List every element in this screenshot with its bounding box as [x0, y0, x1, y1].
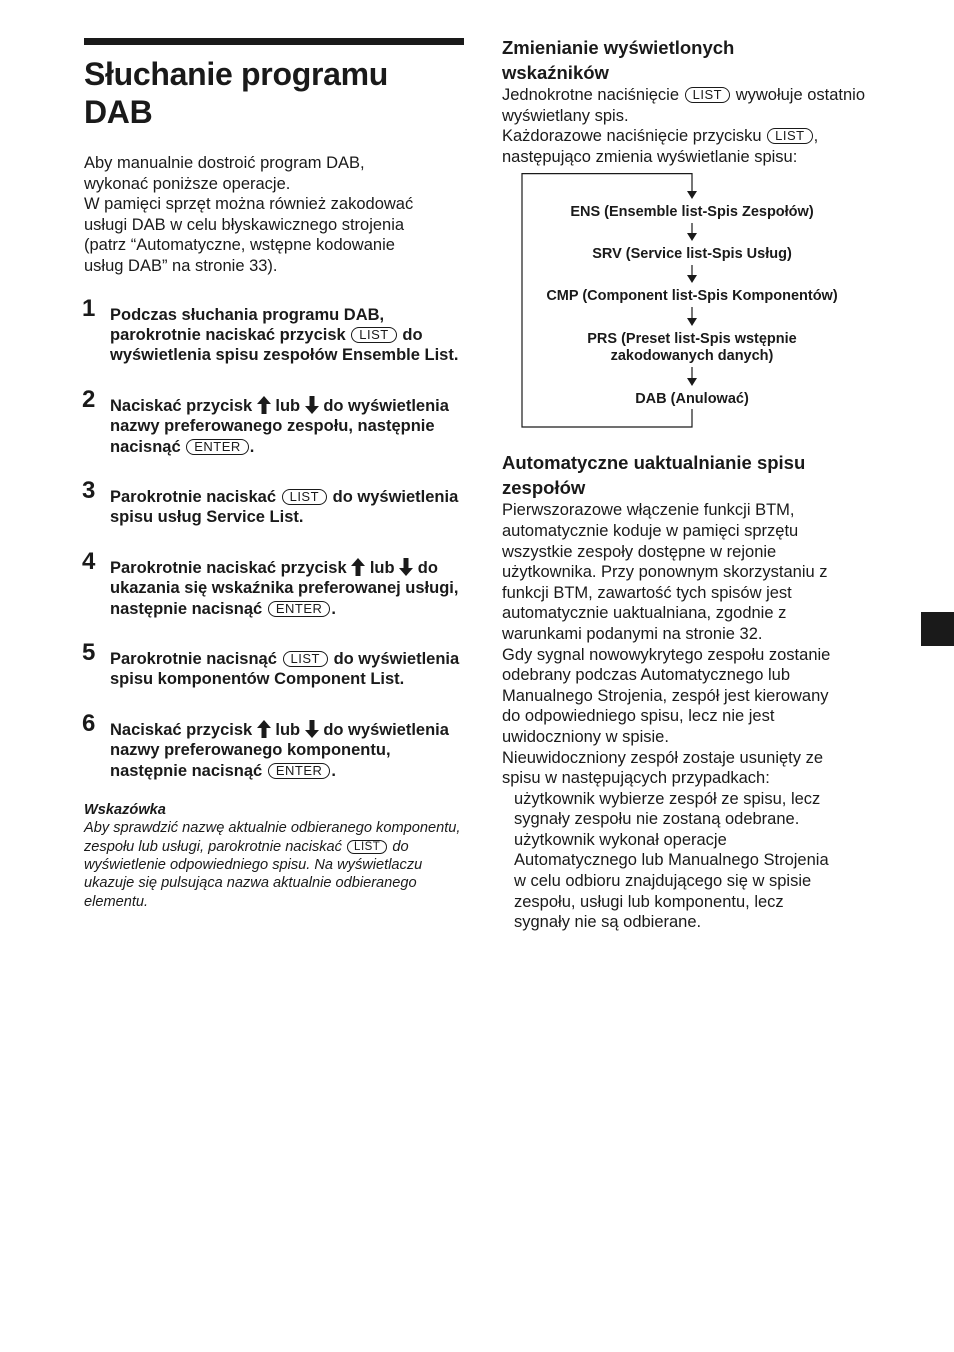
btm-paragraph [502, 500, 872, 788]
conditions-list [502, 789, 872, 933]
step-number: 6 [82, 709, 96, 737]
text-line: automatycznie koduje w pamięci sprzętu [502, 521, 799, 540]
step-text: Parokrotnie nacisnąć [110, 650, 277, 669]
text-line: odebrany podczas Automatycznego lub [502, 666, 791, 685]
step-text: lub [369, 558, 395, 577]
text-line: funkcji BTM, zawartość tych spisów jest [502, 583, 792, 602]
step-text: Naciskać przycisk [110, 396, 253, 415]
text-line: Nieuwidoczniony zespół zostaje usunięty ze [502, 748, 824, 767]
step-number: 3 [82, 477, 96, 504]
heading-line: Automatyczne uaktualnianie spisu [502, 452, 806, 474]
step-6 [82, 709, 464, 781]
enter-key: ENTER [268, 601, 331, 617]
diagram-item-cmp: CMP (Component list-Spis Komponentów) [546, 288, 838, 305]
step-5 [82, 639, 464, 690]
list-key: LIST [767, 128, 812, 144]
tip-heading: Wskazówka [84, 802, 166, 819]
arrowhead [687, 318, 697, 326]
list-key: LIST [685, 87, 730, 103]
list-key: LIST [282, 489, 327, 505]
title-rule [84, 38, 464, 45]
list-key: LIST [283, 651, 328, 667]
text-line: użytkownika. Przy ponownym skorzystaniu z [502, 563, 828, 582]
intro-line: W pamięci sprzęt można również zakodować [84, 195, 414, 214]
list-item: sygnały zespołu nie zostaną odebrane. [514, 810, 800, 829]
heading-line: zespołów [502, 476, 586, 498]
arrow-up-icon [257, 720, 271, 738]
para-text: , następująco zmienia wyświetlanie spisu: [502, 127, 819, 166]
text-line: automatycznie uaktualniana, zgodnie z [502, 604, 787, 623]
text-line: warunkami podanymi na stronie 32. [502, 624, 763, 643]
enter-key: ENTER [268, 763, 331, 779]
arrowhead [687, 233, 697, 241]
list-item: użytkownik wykonał operacje [514, 830, 727, 849]
step-text: . [249, 437, 255, 456]
text-line: Gdy sygnal nowowykrytego zespołu zostanie [502, 645, 831, 664]
step-text: Podczas słuchania programu DAB, parokrotnie naciskać przycisk [110, 305, 385, 344]
arrowhead [687, 191, 697, 199]
list-cycle-diagram [502, 173, 872, 433]
step-text: do wyświetlenia nazwy preferowanego komponentu, następnie nacisnąć [110, 720, 449, 780]
section-tab-marker [921, 612, 954, 646]
text-line: do odpowiedniego spisu, lecz nie jest [502, 707, 775, 726]
intro-line: wykonać poniższe operacje. [84, 174, 291, 193]
arrowhead [687, 378, 697, 386]
left-column [84, 38, 464, 911]
para-text: Jednokrotne naciśnięcie [502, 86, 680, 104]
list-key: LIST [351, 327, 396, 343]
intro-line: Aby manualnie dostroić program DAB, [84, 154, 365, 172]
paragraph [502, 126, 872, 167]
diagram-item-srv: SRV (Service list-Spis Usług) [592, 246, 792, 263]
para-text: wywołuje ostatnio wyświetlany spis. [502, 86, 866, 125]
arrow-up-icon [257, 396, 271, 414]
tip-box [84, 801, 464, 911]
step-text: lub [275, 720, 301, 739]
right-column [502, 36, 872, 933]
step-text: do wyświetlenia nazwy preferowanego zespołu, następnie nacisnąć [110, 396, 449, 456]
step-text: do wyświetlenia spisu komponentów Component List. [110, 650, 460, 689]
list-item: Automatycznego lub Manualnego Strojenia [514, 851, 829, 870]
text-line: Manualnego Strojenia, zespół jest kierowany [502, 686, 829, 705]
step-number: 5 [82, 639, 96, 667]
arrow-up-icon [351, 558, 365, 576]
step-text: do ukazania się wskaźnika preferowanej usługi, następnie nacisnąć [110, 558, 459, 618]
text-line: Pierwszorazowe włączenie funkcji BTM, [502, 501, 795, 520]
step-4 [82, 547, 464, 619]
tip-text: do wyświetlenie odpowiedniego spisu. Na wyświetlaczu ukazuje się pulsująca nazwa aktualnie odbieranego elementu. [84, 838, 423, 910]
section-heading-display [502, 36, 872, 85]
step-number: 2 [82, 385, 96, 413]
step-text: Parokrotnie naciskać przycisk [110, 558, 347, 577]
step-text: Parokrotnie naciskać [110, 488, 276, 506]
steps-list [82, 294, 464, 782]
list-item: użytkownik wybierze zespół ze spisu, lecz [514, 789, 821, 808]
arrow-down-icon [305, 396, 319, 414]
text-line: spisu w następujących przypadkach: [502, 769, 770, 788]
arrow-down-icon [399, 558, 413, 576]
arrowhead [687, 275, 697, 283]
intro-line: usług DAB” na stronie 33). [84, 256, 278, 275]
step-2 [82, 385, 464, 457]
paragraph [502, 85, 872, 126]
text-line: wszystkie zespoły dostępne w rejonie [502, 542, 777, 561]
heading-line: wskaźników [502, 61, 609, 83]
diagram-item-prs: PRS (Preset list-Spis wstępnie [587, 331, 797, 348]
step-3 [82, 477, 464, 528]
arrow-down-icon [305, 720, 319, 738]
step-text: do wyświetlenia spisu usług Service List. [110, 488, 459, 527]
diagram-item-ens: ENS (Ensemble list-Spis Zespołów) [570, 204, 814, 221]
para-text: Każdorazowe naciśnięcie przycisku [502, 127, 762, 146]
list-item: w celu odbioru znajdującego się w spisie [514, 872, 812, 891]
step-text: lub [275, 396, 301, 415]
step-text: do wyświetlenia spisu zespołów Ensemble List. [110, 325, 459, 365]
diagram-item-prs-cont: zakodowanych danych) [610, 348, 774, 365]
step-1 [82, 294, 464, 366]
enter-key: ENTER [186, 439, 249, 455]
step-text: . [331, 599, 336, 618]
section-heading-btm [502, 451, 872, 500]
step-number: 1 [82, 294, 96, 322]
list-key: LIST [347, 840, 387, 854]
tip-text: Aby sprawdzić nazwę aktualnie odbieranego komponentu, zespołu lub usługi, parokrotnie naciskać [84, 820, 461, 855]
step-text: Naciskać przycisk [110, 720, 253, 739]
heading-line: Zmienianie wyświetlonych [502, 37, 735, 58]
list-item: zespołu, usługi lub komponentu, lecz [514, 892, 784, 911]
intro-line: usługi DAB w celu błyskawicznego strojenia [84, 215, 405, 234]
intro [84, 153, 464, 277]
list-item: sygnały nie są odbierane. [514, 913, 702, 932]
step-text: . [331, 761, 336, 780]
intro-line: (patrz “Automatyczne, wstępne kodowanie [84, 236, 395, 255]
page-title: Słuchanie programu DAB [84, 56, 388, 130]
diagram-item-dab: DAB (Anulować) [635, 391, 749, 408]
step-number: 4 [82, 547, 96, 575]
text-line: uwidoczniony w spisie. [502, 727, 669, 746]
